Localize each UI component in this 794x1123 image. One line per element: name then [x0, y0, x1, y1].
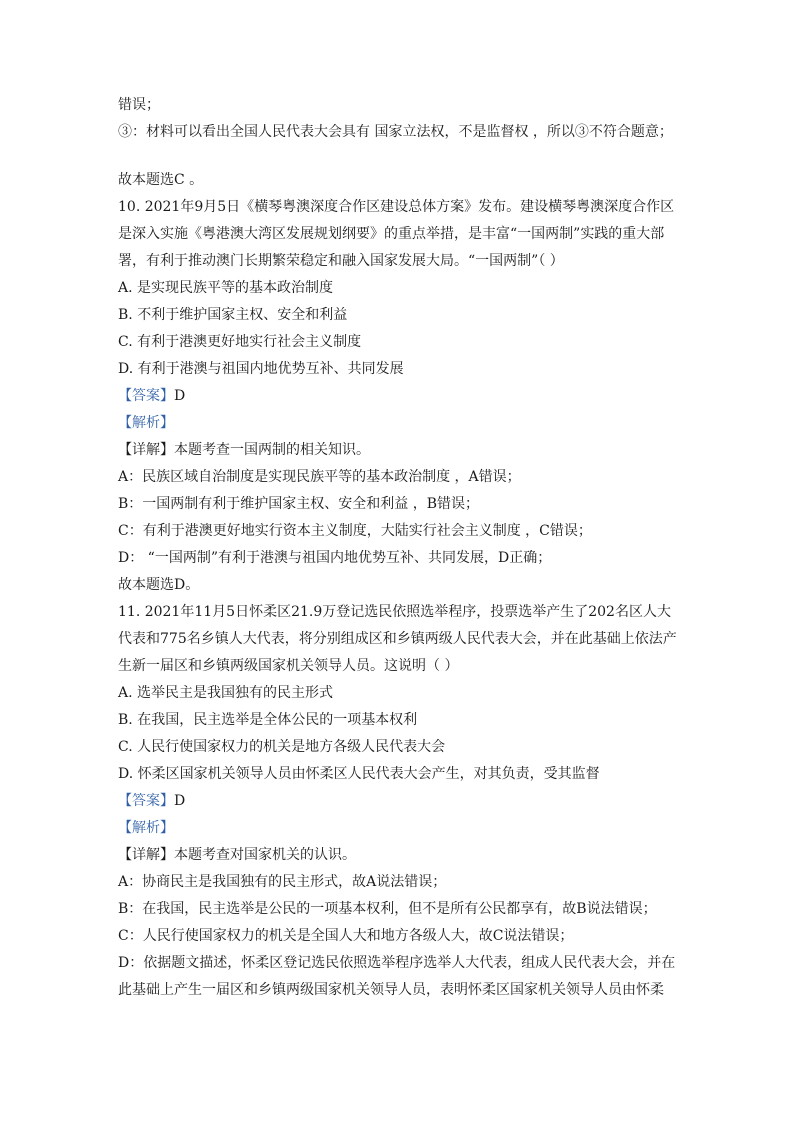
q10-option-b: B. 不利于维护国家主权、安全和利益	[118, 307, 348, 323]
q10-conclusion: 故本题选D。	[118, 577, 200, 593]
q10-detail-tag: 【详解】	[118, 442, 174, 458]
q10-detail-a: A：民族区域自治制度是实现民族平等的基本政治制度 ，A错误；	[118, 469, 521, 485]
q10-analysis-tag: 【解析】	[118, 415, 174, 431]
q10-answer-tag: 【答案】	[118, 388, 174, 404]
q10-detail-b: B：一国两制有利于维护国家主权、安全和利益 ，B错误；	[118, 496, 480, 512]
q11-answer-value: D	[174, 793, 186, 809]
q10-detail-d: D： “一国两制”有利于港澳与祖国内地优势互补、共同发展，D正确；	[118, 550, 552, 566]
q11-answer	[118, 788, 678, 815]
q11-detail-d: D：依据题文描述，怀柔区登记选民依照选举程序选举人大代表，组成人民代表大会，并在此基础上产生一届区和乡镇两级国家机关领导人员，表明怀柔区国家机关领导人员由怀柔	[118, 955, 676, 998]
q10-detail-intro-text: 本题考查一国两制的相关知识。	[174, 442, 370, 458]
q10-answer	[118, 383, 678, 410]
prev-answer-line: 故本题选C 。	[118, 172, 204, 188]
q11-detail-intro-text: 本题考查对国家机关的认识。	[174, 847, 356, 863]
q11-option-d: D. 怀柔区国家机关领导人员由怀柔区人民代表大会产生，对其负责，受其监督	[118, 766, 600, 782]
q10-option-d: D. 有利于港澳与祖国内地优势互补、共同发展	[118, 361, 404, 377]
q11-stem: 11. 2021年11月5日怀柔区21.9万登记选民依照选举程序，投票选举产生了202名区人大代表和775名乡镇人大代表，将分别组成区和乡镇两级人民代表大会，并在此基础上依法产生新一届区和乡镇两级国家机关领导人员。这说明（ ）	[118, 604, 677, 674]
q10-detail-c: C：有利于港澳更好地实行资本主义制度，大陆实行社会主义制度 ，C错误；	[118, 523, 592, 539]
q10-answer-value: D	[174, 388, 186, 404]
q11-option-c: C. 人民行使国家权力的机关是地方各级人民代表大会	[118, 739, 446, 755]
q11-analysis-tag: 【解析】	[118, 820, 174, 836]
prev-line-2: ③：材料可以看出全国人民代表大会具有 国家立法权，不是监督权 ，所以③不符合题意；	[118, 124, 673, 140]
q11-detail-a: A：协商民主是我国独有的民主形式，故A说法错误；	[118, 874, 447, 890]
spacer	[118, 146, 678, 167]
q11-option-b: B. 在我国，民主选举是全体公民的一项基本权利	[118, 712, 418, 728]
q10-stem: 10. 2021年9月5日《横琴粤澳深度合作区建设总体方案》发布。建设横琴粤澳深度合作区是深入实施《粤港澳大湾区发展规划纲要》的重点举措，是丰富“一国两制”实践的重大部署，有利于推动澳门长期繁荣稳定和融入国家发展大局。“一国两制”（ ）	[118, 199, 675, 269]
document-content	[118, 92, 678, 1004]
q10-option-a: A. 是实现民族平等的基本政治制度	[118, 280, 334, 296]
q11-answer-tag: 【答案】	[118, 793, 174, 809]
q11-detail-c: C：人民行使国家权力的机关是全国人大和地方各级人大，故C说法错误；	[118, 928, 574, 944]
q11-detail-tag: 【详解】	[118, 847, 174, 863]
q11-option-a: A. 选举民主是我国独有的民主形式	[118, 685, 334, 701]
prev-line-1: 错误；	[118, 97, 160, 113]
q10-detail-intro	[118, 437, 678, 464]
q10-option-c: C. 有利于港澳更好地实行社会主义制度	[118, 334, 362, 350]
q11-detail-intro	[118, 842, 678, 869]
q11-detail-b: B：在我国，民主选举是公民的一项基本权利，但不是所有公民都享有，故B说法错误；	[118, 901, 657, 917]
